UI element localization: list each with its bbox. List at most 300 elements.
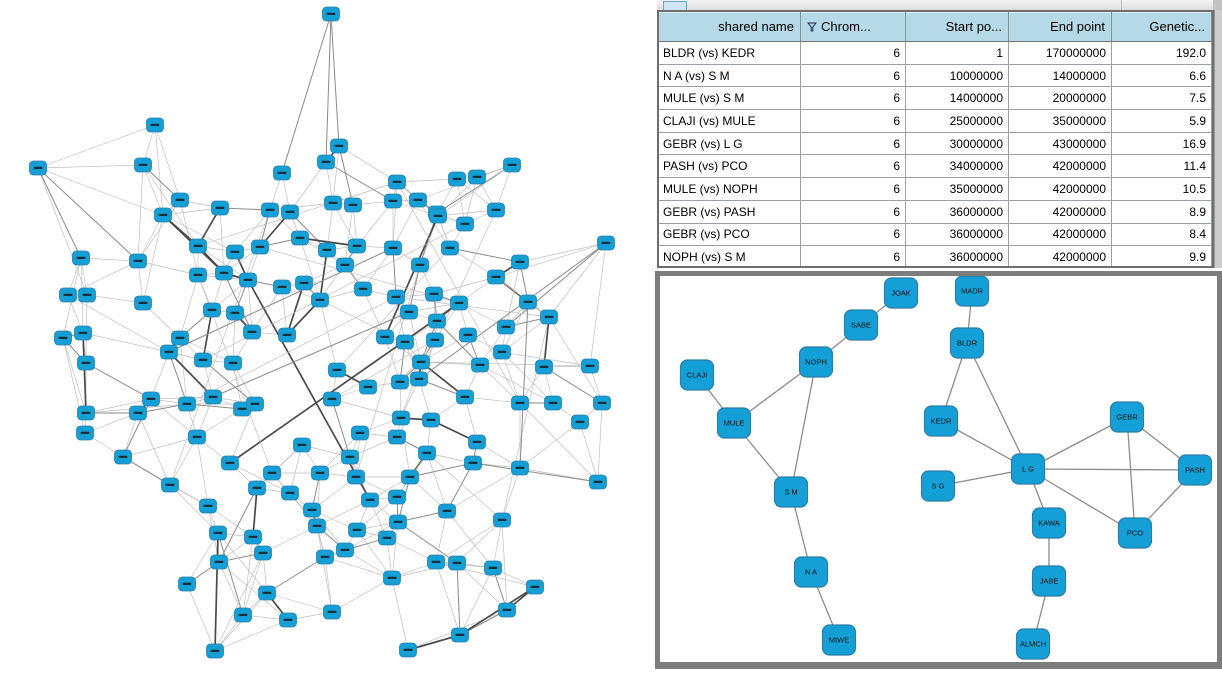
network-node[interactable] bbox=[520, 295, 537, 309]
table-cell[interactable]: 6.6 bbox=[1112, 65, 1212, 88]
network-node[interactable] bbox=[379, 531, 396, 545]
network-node[interactable] bbox=[204, 303, 221, 317]
network-node[interactable] bbox=[449, 556, 466, 570]
network-edge bbox=[590, 243, 606, 366]
table-cell[interactable]: 8.4 bbox=[1112, 224, 1212, 247]
network-node-miwe[interactable] bbox=[823, 625, 856, 655]
network-node[interactable] bbox=[135, 158, 152, 172]
table-cell[interactable]: 8.9 bbox=[1112, 201, 1212, 224]
table-cell[interactable]: MULE (vs) S M bbox=[659, 87, 801, 110]
network-node[interactable] bbox=[384, 571, 401, 585]
network-node[interactable] bbox=[147, 118, 164, 132]
network-node[interactable] bbox=[457, 390, 474, 404]
network-node[interactable] bbox=[452, 628, 469, 642]
network-node[interactable] bbox=[247, 397, 264, 411]
table-cell[interactable]: 6 bbox=[801, 155, 906, 178]
network-node-lg[interactable] bbox=[1012, 454, 1045, 484]
network-node[interactable] bbox=[397, 335, 414, 349]
column-header-label: Chrom... bbox=[821, 19, 871, 34]
network-node[interactable] bbox=[494, 345, 511, 359]
network-node[interactable] bbox=[494, 513, 511, 527]
network-node[interactable] bbox=[598, 236, 615, 250]
network-edge bbox=[398, 522, 457, 563]
network-node[interactable] bbox=[244, 325, 261, 339]
network-node[interactable] bbox=[412, 258, 429, 272]
node-label: PCO bbox=[1126, 528, 1144, 538]
network-node[interactable] bbox=[512, 396, 529, 410]
network-edge bbox=[320, 250, 327, 300]
network-node[interactable] bbox=[469, 170, 486, 184]
table-cell[interactable]: 6 bbox=[801, 224, 906, 247]
network-node[interactable] bbox=[402, 470, 419, 484]
network-node[interactable] bbox=[430, 209, 447, 223]
table-cell[interactable]: 7.5 bbox=[1112, 87, 1212, 110]
small-network-panel bbox=[655, 271, 1222, 669]
network-node[interactable] bbox=[389, 490, 406, 504]
network-node[interactable] bbox=[352, 426, 369, 440]
column-header-2[interactable] bbox=[801, 12, 906, 42]
network-node[interactable] bbox=[252, 240, 269, 254]
network-node[interactable] bbox=[498, 320, 515, 334]
network-node[interactable] bbox=[207, 644, 224, 658]
network-edge bbox=[138, 261, 198, 275]
network-node[interactable] bbox=[190, 239, 207, 253]
node-label: S M bbox=[784, 487, 798, 497]
network-node[interactable] bbox=[282, 486, 299, 500]
network-node-almch[interactable] bbox=[1017, 629, 1050, 659]
table-cell[interactable]: NOPH (vs) S M bbox=[659, 246, 801, 268]
network-node[interactable] bbox=[429, 314, 446, 328]
table-cell[interactable]: 30000000 bbox=[906, 133, 1009, 156]
network-edge bbox=[213, 312, 409, 397]
table-cell[interactable]: 9.9 bbox=[1112, 246, 1212, 268]
network-node[interactable] bbox=[590, 475, 607, 489]
network-node[interactable] bbox=[235, 608, 252, 622]
network-node[interactable] bbox=[262, 203, 279, 217]
network-node[interactable] bbox=[512, 255, 529, 269]
network-node-gebr[interactable] bbox=[1111, 402, 1144, 432]
network-edge bbox=[233, 313, 235, 363]
network-node-kawa[interactable] bbox=[1033, 508, 1066, 538]
network-node[interactable] bbox=[545, 396, 562, 410]
network-node-noph[interactable] bbox=[800, 347, 833, 377]
network-node[interactable] bbox=[79, 288, 96, 302]
network-node[interactable] bbox=[78, 406, 95, 420]
network-edge bbox=[791, 362, 816, 492]
node-label: MADR bbox=[960, 286, 984, 296]
network-edge bbox=[434, 277, 496, 294]
network-node[interactable] bbox=[323, 7, 340, 21]
network-node[interactable] bbox=[227, 245, 244, 259]
table-cell[interactable]: GEBR (vs) L G bbox=[659, 133, 801, 156]
network-edge bbox=[392, 578, 408, 650]
network-edge bbox=[549, 243, 606, 317]
network-node[interactable] bbox=[390, 515, 407, 529]
network-node[interactable] bbox=[296, 276, 313, 290]
network-node[interactable] bbox=[143, 392, 160, 406]
network-node[interactable] bbox=[115, 450, 132, 464]
network-edge bbox=[457, 563, 460, 635]
table-cell[interactable]: 6 bbox=[801, 87, 906, 110]
table-cell[interactable]: 5.9 bbox=[1112, 110, 1212, 133]
network-node-pash[interactable] bbox=[1179, 455, 1212, 485]
node-label: MULE bbox=[723, 418, 745, 428]
network-node[interactable] bbox=[349, 239, 366, 253]
network-node[interactable] bbox=[355, 282, 372, 296]
table-cell[interactable]: 11.4 bbox=[1112, 155, 1212, 178]
network-node[interactable] bbox=[401, 305, 418, 319]
network-node[interactable] bbox=[60, 288, 77, 302]
network-edge bbox=[38, 165, 143, 168]
column-header-label: End point bbox=[1050, 19, 1105, 34]
network-node[interactable] bbox=[472, 358, 489, 372]
network-node[interactable] bbox=[161, 345, 178, 359]
network-node[interactable] bbox=[179, 397, 196, 411]
column-header-4[interactable] bbox=[1009, 12, 1112, 42]
network-node[interactable] bbox=[55, 331, 72, 345]
network-node[interactable] bbox=[389, 430, 406, 444]
network-edge bbox=[38, 168, 87, 295]
table-cell[interactable]: PASH (vs) PCO bbox=[659, 155, 801, 178]
network-node[interactable] bbox=[385, 241, 402, 255]
network-edge bbox=[397, 179, 457, 182]
table-cell[interactable]: N A (vs) S M bbox=[659, 65, 801, 88]
network-node[interactable] bbox=[216, 266, 233, 280]
table-cell[interactable]: 10.5 bbox=[1112, 178, 1212, 201]
column-header-1[interactable] bbox=[659, 12, 801, 42]
network-node[interactable] bbox=[324, 605, 341, 619]
network-node[interactable] bbox=[451, 296, 468, 310]
node-label: JOAK bbox=[891, 288, 911, 298]
node-label: L G bbox=[1022, 464, 1034, 474]
table-cell[interactable]: 170000000 bbox=[1009, 42, 1112, 65]
node-label: S G bbox=[931, 481, 945, 491]
network-node[interactable] bbox=[389, 175, 406, 189]
table-cell[interactable]: 6 bbox=[801, 178, 906, 201]
network-edge bbox=[282, 14, 331, 173]
column-header-label: Genetic... bbox=[1149, 19, 1205, 34]
table-cell[interactable]: 6 bbox=[801, 110, 906, 133]
network-node[interactable] bbox=[304, 503, 321, 517]
network-edge bbox=[436, 562, 460, 635]
table-cell[interactable]: 36000000 bbox=[906, 201, 1009, 224]
network-edge bbox=[392, 563, 457, 578]
column-header-label: Start po... bbox=[945, 19, 1002, 34]
network-node[interactable] bbox=[264, 466, 281, 480]
node-label: KEDR bbox=[930, 416, 952, 426]
network-node[interactable] bbox=[212, 201, 229, 215]
network-edge bbox=[326, 162, 393, 201]
table-cell[interactable]: 42000000 bbox=[1009, 155, 1112, 178]
network-edge bbox=[520, 422, 580, 468]
network-edge bbox=[218, 533, 243, 615]
network-edge bbox=[460, 587, 535, 635]
network-node-sabe[interactable] bbox=[845, 310, 878, 340]
network-edge bbox=[331, 14, 339, 146]
table-cell[interactable]: 43000000 bbox=[1009, 133, 1112, 156]
network-node[interactable] bbox=[279, 328, 296, 342]
column-header-3[interactable] bbox=[906, 12, 1009, 42]
network-node[interactable] bbox=[457, 217, 474, 231]
network-node[interactable] bbox=[426, 287, 443, 301]
table-cell[interactable]: 35000000 bbox=[906, 178, 1009, 201]
network-node[interactable] bbox=[488, 203, 505, 217]
network-node[interactable] bbox=[325, 196, 342, 210]
network-node[interactable] bbox=[200, 499, 217, 513]
network-edge bbox=[155, 125, 163, 215]
network-node[interactable] bbox=[541, 310, 558, 324]
network-node[interactable] bbox=[274, 166, 291, 180]
network-node[interactable] bbox=[439, 504, 456, 518]
network-node[interactable] bbox=[360, 380, 377, 394]
network-node[interactable] bbox=[259, 586, 276, 600]
network-edge bbox=[219, 562, 288, 620]
network-edge bbox=[1028, 469, 1195, 470]
network-node[interactable] bbox=[189, 430, 206, 444]
panel-tab[interactable] bbox=[663, 1, 687, 10]
table-cell[interactable]: GEBR (vs) PCO bbox=[659, 224, 801, 247]
network-edge bbox=[267, 593, 332, 612]
network-edge bbox=[401, 418, 410, 477]
network-node[interactable] bbox=[442, 241, 459, 255]
network-edge bbox=[123, 437, 197, 457]
table-cell[interactable]: 1 bbox=[906, 42, 1009, 65]
attribute-table-panel bbox=[657, 10, 1214, 268]
table-cell[interactable]: 42000000 bbox=[1009, 224, 1112, 247]
table-cell[interactable]: 6 bbox=[801, 42, 906, 65]
network-edge bbox=[320, 300, 337, 370]
network-node[interactable] bbox=[318, 155, 335, 169]
network-node[interactable] bbox=[411, 372, 428, 386]
network-node[interactable] bbox=[73, 251, 90, 265]
network-node[interactable] bbox=[362, 493, 379, 507]
table-cell[interactable]: GEBR (vs) PASH bbox=[659, 201, 801, 224]
network-node[interactable] bbox=[377, 330, 394, 344]
network-node-bldr[interactable] bbox=[951, 328, 984, 358]
table-cell[interactable]: 25000000 bbox=[906, 110, 1009, 133]
network-node[interactable] bbox=[30, 161, 47, 175]
network-node[interactable] bbox=[317, 550, 334, 564]
network-node-mule[interactable] bbox=[718, 408, 751, 438]
table-panel-toolbar bbox=[657, 0, 1222, 10]
network-edge bbox=[138, 413, 170, 485]
node-label: KAWA bbox=[1038, 518, 1060, 528]
scrollbar-corner bbox=[1213, 0, 1222, 10]
network-node[interactable] bbox=[211, 555, 228, 569]
network-edge bbox=[300, 238, 320, 300]
network-node[interactable] bbox=[342, 450, 359, 464]
network-node[interactable] bbox=[324, 392, 341, 406]
network-node-joak[interactable] bbox=[885, 278, 918, 308]
network-node[interactable] bbox=[388, 290, 405, 304]
network-node[interactable] bbox=[77, 426, 94, 440]
network-edge bbox=[520, 302, 528, 468]
network-node[interactable] bbox=[155, 208, 172, 222]
network-node[interactable] bbox=[393, 411, 410, 425]
network-node[interactable] bbox=[410, 193, 427, 207]
network-node[interactable] bbox=[345, 198, 362, 212]
node-label: GEBR bbox=[1116, 412, 1138, 422]
network-edge bbox=[345, 205, 353, 265]
network-node[interactable] bbox=[280, 613, 297, 627]
table-cell[interactable]: 6 bbox=[801, 65, 906, 88]
table-cell[interactable]: 192.0 bbox=[1112, 42, 1212, 65]
table-cell[interactable]: 20000000 bbox=[1009, 87, 1112, 110]
network-edge bbox=[138, 165, 143, 261]
table-cell[interactable]: 36000000 bbox=[906, 224, 1009, 247]
network-node[interactable] bbox=[225, 356, 242, 370]
network-node[interactable] bbox=[349, 523, 366, 537]
node-label: NOPH bbox=[805, 357, 827, 367]
network-node[interactable] bbox=[413, 355, 430, 369]
table-cell[interactable]: CLAJI (vs) MULE bbox=[659, 110, 801, 133]
network-node[interactable] bbox=[78, 356, 95, 370]
network-node[interactable] bbox=[485, 561, 502, 575]
network-node[interactable] bbox=[348, 470, 365, 484]
network-node[interactable] bbox=[75, 326, 92, 340]
network-edge bbox=[502, 468, 520, 520]
network-edge bbox=[967, 343, 1028, 469]
network-node[interactable] bbox=[245, 530, 262, 544]
network-node[interactable] bbox=[205, 390, 222, 404]
network-edge bbox=[63, 338, 86, 413]
attribute-table bbox=[659, 12, 1212, 268]
network-node[interactable] bbox=[179, 577, 196, 591]
table-cell[interactable]: 34000000 bbox=[906, 155, 1009, 178]
network-node[interactable] bbox=[400, 643, 417, 657]
network-edge bbox=[392, 522, 398, 578]
network-node[interactable] bbox=[130, 254, 147, 268]
network-node[interactable] bbox=[469, 435, 486, 449]
network-node[interactable] bbox=[172, 331, 189, 345]
network-node[interactable] bbox=[465, 456, 482, 470]
network-node[interactable] bbox=[329, 363, 346, 377]
table-cell[interactable]: 6 bbox=[801, 201, 906, 224]
network-edge bbox=[325, 557, 392, 578]
table-cell[interactable]: MULE (vs) NOPH bbox=[659, 178, 801, 201]
network-edge bbox=[38, 168, 138, 261]
network-node[interactable] bbox=[419, 446, 436, 460]
network-node[interactable] bbox=[312, 466, 329, 480]
node-label: BLDR bbox=[956, 338, 978, 348]
network-node-pco[interactable] bbox=[1119, 518, 1152, 548]
network-edge bbox=[270, 203, 333, 210]
network-edge bbox=[436, 520, 502, 562]
network-node[interactable] bbox=[130, 406, 147, 420]
column-header-5[interactable] bbox=[1112, 12, 1212, 42]
network-node[interactable] bbox=[512, 461, 529, 475]
node-label: CLAJI bbox=[686, 370, 708, 380]
network-edge bbox=[326, 14, 331, 162]
network-node[interactable] bbox=[135, 296, 152, 310]
network-node[interactable] bbox=[428, 555, 445, 569]
table-cell[interactable]: 42000000 bbox=[1009, 201, 1112, 224]
network-node[interactable] bbox=[195, 353, 212, 367]
network-node[interactable] bbox=[274, 280, 291, 294]
network-node-sg[interactable] bbox=[922, 471, 955, 501]
network-edge bbox=[219, 562, 243, 615]
network-edge bbox=[187, 584, 215, 651]
network-node[interactable] bbox=[488, 270, 505, 284]
network-node[interactable] bbox=[427, 333, 444, 347]
network-edge bbox=[143, 165, 198, 246]
table-cell[interactable]: 10000000 bbox=[906, 65, 1009, 88]
network-node[interactable] bbox=[222, 456, 239, 470]
table-cell[interactable]: 6 bbox=[801, 246, 906, 268]
network-edge bbox=[215, 620, 288, 651]
network-node[interactable] bbox=[282, 205, 299, 219]
table-cell[interactable]: 35000000 bbox=[1009, 110, 1112, 133]
network-node-claji[interactable] bbox=[681, 360, 714, 390]
table-cell[interactable]: 14000000 bbox=[1009, 65, 1112, 88]
network-node[interactable] bbox=[536, 360, 553, 374]
network-node[interactable] bbox=[210, 526, 227, 540]
table-cell[interactable]: BLDR (vs) KEDR bbox=[659, 42, 801, 65]
network-node[interactable] bbox=[499, 603, 516, 617]
network-node[interactable] bbox=[294, 438, 311, 452]
network-node-sm[interactable] bbox=[775, 477, 808, 507]
network-node[interactable] bbox=[449, 172, 466, 186]
network-node[interactable] bbox=[227, 306, 244, 320]
network-node[interactable] bbox=[292, 231, 309, 245]
network-node[interactable] bbox=[255, 546, 272, 560]
network-node[interactable] bbox=[190, 268, 207, 282]
network-node[interactable] bbox=[172, 193, 189, 207]
column-header-label: shared name bbox=[718, 19, 794, 34]
network-node[interactable] bbox=[312, 293, 329, 307]
network-edge bbox=[332, 399, 401, 418]
network-node[interactable] bbox=[572, 415, 589, 429]
small-network-canvas bbox=[660, 276, 1217, 662]
network-node[interactable] bbox=[423, 413, 440, 427]
network-edge bbox=[339, 146, 397, 182]
network-edge bbox=[267, 557, 325, 593]
network-node[interactable] bbox=[504, 158, 521, 172]
table-cell[interactable]: 36000000 bbox=[906, 246, 1009, 268]
network-node-na[interactable] bbox=[795, 557, 828, 587]
table-cell[interactable]: 14000000 bbox=[906, 87, 1009, 110]
network-node[interactable] bbox=[337, 543, 354, 557]
table-cell[interactable]: 6 bbox=[801, 133, 906, 156]
node-label: PASH bbox=[1185, 465, 1205, 475]
network-node[interactable] bbox=[527, 580, 544, 594]
network-node[interactable] bbox=[249, 481, 266, 495]
node-label: MIWE bbox=[828, 635, 850, 645]
network-node-kedr[interactable] bbox=[925, 406, 958, 436]
network-node[interactable] bbox=[309, 519, 326, 533]
network-node[interactable] bbox=[385, 194, 402, 208]
network-node[interactable] bbox=[319, 243, 336, 257]
table-cell[interactable]: 42000000 bbox=[1009, 178, 1112, 201]
network-node[interactable] bbox=[392, 375, 409, 389]
network-node-jabe[interactable] bbox=[1033, 566, 1066, 596]
network-node[interactable] bbox=[594, 396, 611, 410]
table-cell[interactable]: 16.9 bbox=[1112, 133, 1212, 156]
network-node-madr[interactable] bbox=[956, 276, 989, 306]
network-node[interactable] bbox=[162, 478, 179, 492]
network-node[interactable] bbox=[582, 359, 599, 373]
table-vertical-scrollbar[interactable] bbox=[1214, 10, 1222, 268]
network-node[interactable] bbox=[460, 328, 477, 342]
network-node[interactable] bbox=[337, 258, 354, 272]
network-edge bbox=[86, 363, 151, 399]
node-label: N A bbox=[804, 567, 818, 577]
network-node[interactable] bbox=[240, 273, 257, 287]
table-cell[interactable]: 42000000 bbox=[1009, 246, 1112, 268]
network-node[interactable] bbox=[331, 139, 348, 153]
network-edge bbox=[68, 261, 138, 295]
network-edge bbox=[333, 146, 339, 203]
